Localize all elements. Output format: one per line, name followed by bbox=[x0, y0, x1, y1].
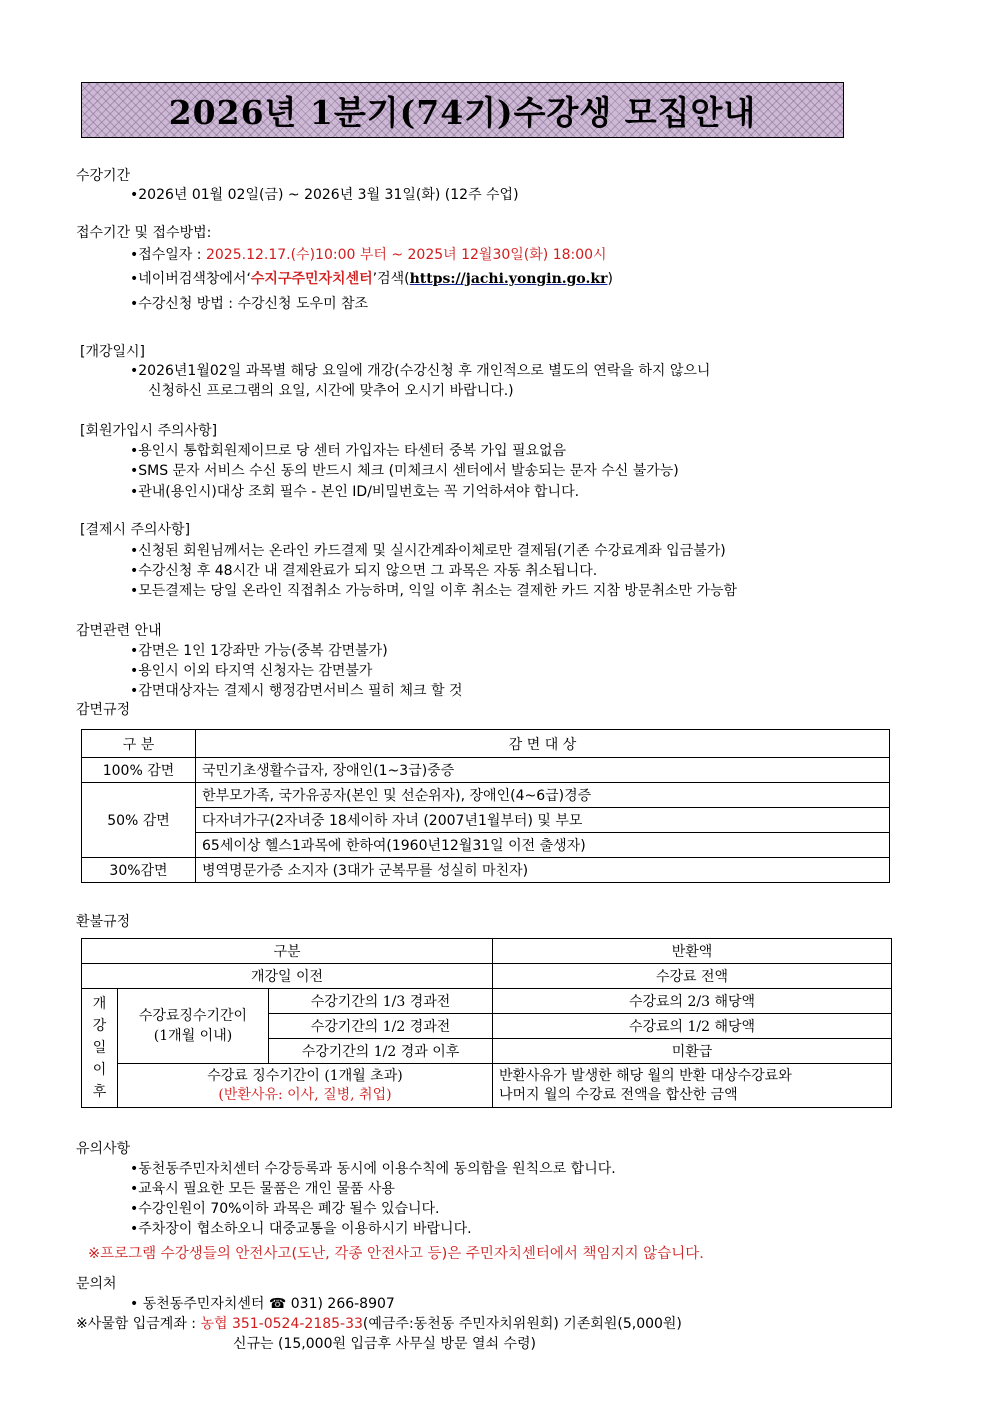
discount-header-targets: 감 면 대 상 bbox=[196, 730, 890, 758]
refund-within-label bbox=[118, 989, 269, 1064]
over-label: 수강료 징수기간이 (1개월 초과) bbox=[207, 1067, 403, 1084]
phone-number: 031) 266-8907 bbox=[286, 1296, 395, 1312]
refund-amount: 미환급 bbox=[493, 1039, 892, 1064]
membership-heading: [회원가입시 주의사항] bbox=[80, 423, 218, 439]
locker-details: (예금주:동천동 주민자치위원회) 기존회원(5,000원) bbox=[362, 1316, 682, 1332]
center-name: • 동천동주민자치센터 bbox=[130, 1296, 269, 1312]
discount-info-item: •감면대상자는 결제시 행정감면서비스 필히 체크 할 것 bbox=[130, 683, 463, 699]
refund-header-amount: 반환액 bbox=[493, 939, 892, 964]
search-suffix: ’검색( bbox=[372, 271, 410, 287]
over-amount-line: 반환사유가 발생한 해당 월의 반환 대상수강료와 bbox=[499, 1067, 792, 1084]
membership-item: •SMS 문자 서비스 수신 동의 반드시 체크 (미체크시 센터에서 발송되는 문자 수신 불가능) bbox=[130, 463, 679, 479]
discount-category: 30%감면 bbox=[82, 858, 196, 883]
refund-header-category: 구분 bbox=[82, 939, 493, 964]
membership-item: •용인시 통합회원제이므로 당 센터 가입자는 타센터 중복 가입 필요없음 bbox=[130, 443, 567, 459]
locker-new: 신규는 (15,000원 입금후 사무실 방문 열쇠 수령) bbox=[233, 1336, 536, 1352]
refund-amount: 수강료의 1/2 해당액 bbox=[493, 1014, 892, 1039]
notes-heading: 유의사항 bbox=[76, 1141, 131, 1157]
discount-category: 50% 감면 bbox=[82, 783, 196, 858]
refund-over-label bbox=[118, 1064, 493, 1108]
discount-info-heading: 감면관련 안내 bbox=[76, 623, 162, 639]
refund-over-amount bbox=[493, 1064, 892, 1108]
discount-header-category: 구 분 bbox=[82, 730, 196, 758]
discount-category: 100% 감면 bbox=[82, 758, 196, 783]
locker-account bbox=[76, 1313, 682, 1333]
discount-target: 다자녀가구(2자녀중 18세이하 자녀 (2007년1월부터) 및 부모 bbox=[196, 808, 890, 833]
discount-target: 국민기초생활수급자, 장애인(1~3급)중증 bbox=[196, 758, 890, 783]
refund-condition: 수강기간의 1/2 경과전 bbox=[269, 1014, 493, 1039]
opening-line-1: •2026년1월02일 과목별 해당 요일에 개강(수강신청 후 개인적으로 별도의 연락을 하지 않으니 bbox=[130, 363, 711, 379]
opening-heading: [개강일시] bbox=[80, 344, 146, 360]
registration-search bbox=[130, 268, 613, 288]
url-close: ) bbox=[607, 271, 613, 287]
registration-date-value: 2025.12.17.(수)10:00 부터 ~ 2025녀 12월30일(화) 18:00시 bbox=[205, 247, 607, 263]
refund-amount: 수강료의 2/3 해당액 bbox=[493, 989, 892, 1014]
contact-center bbox=[130, 1293, 395, 1313]
period-heading: 수강기간 bbox=[76, 168, 131, 184]
locker-label: ※사물함 입금계좌 : bbox=[76, 1316, 201, 1332]
membership-item: •관내(용인시)대상 조회 필수 - 본인 ID/비밀번호는 꼭 기억하셔야 합니다. bbox=[130, 484, 580, 500]
discount-table-heading: 감면규정 bbox=[76, 702, 131, 718]
within-label-line: 수강료징수기간이 bbox=[138, 1008, 248, 1024]
discount-target: 한부모가족, 국가유공자(본인 및 선순위자), 장애인(4~6급)경증 bbox=[196, 783, 890, 808]
safety-warning: ※프로그램 수강생들의 안전사고(도난, 각종 안전사고 등)은 주민자치센터에서 책임지지 않습니다. bbox=[88, 1246, 704, 1262]
over-amount-line: 나머지 월의 수강료 전액을 합산한 금액 bbox=[499, 1086, 738, 1103]
registration-date-label: •접수일자 : bbox=[130, 247, 206, 263]
note-item: •동천동주민자치센터 수강등록과 동시에 이용수칙에 동의함을 원칙으로 합니다. bbox=[130, 1161, 616, 1177]
discount-info-item: •감면은 1인 1강좌만 가능(중복 감면불가) bbox=[130, 643, 388, 659]
contact-heading: 문의처 bbox=[76, 1276, 117, 1292]
refund-condition: 수강기간의 1/3 경과전 bbox=[269, 989, 493, 1014]
after-char: 개 bbox=[92, 996, 107, 1012]
discount-target: 병역명문가증 소지자 (3대가 군복무를 성실히 마친자) bbox=[196, 858, 890, 883]
phone-icon: ☎ bbox=[268, 1296, 287, 1312]
over-reason: (반환사유: 이사, 질병, 취업) bbox=[218, 1086, 392, 1103]
account-number: 농협 351-0524-2185-33 bbox=[200, 1316, 363, 1332]
after-char: 후 bbox=[92, 1084, 107, 1100]
note-item: •주차장이 협소하오니 대중교통을 이용하시기 바랍니다. bbox=[130, 1221, 472, 1237]
refund-table bbox=[81, 938, 892, 1108]
search-prefix: •네이버검색창에서‘ bbox=[130, 271, 251, 287]
opening-line-2: 신청하신 프로그램의 요일, 시간에 맞추어 오시기 바랍니다.) bbox=[148, 383, 514, 399]
refund-table-heading: 환불규정 bbox=[76, 914, 131, 930]
title-banner bbox=[81, 82, 844, 138]
registration-heading: 접수기간 및 접수방법: bbox=[76, 225, 212, 241]
within-label-line: (1개월 이내) bbox=[153, 1028, 233, 1044]
note-item: •교육시 필요한 모든 물품은 개인 물품 사용 bbox=[130, 1181, 395, 1197]
search-term: 수지구주민자치센터 bbox=[250, 271, 373, 287]
payment-heading: [결제시 주의사항] bbox=[80, 522, 191, 538]
discount-target: 65세이상 헬스1과목에 한하여(1960년12월31일 이전 출생자) bbox=[196, 833, 890, 858]
discount-table bbox=[81, 729, 890, 883]
after-char: 강 bbox=[92, 1018, 107, 1034]
refund-condition: 수강기간의 1/2 경과 이후 bbox=[269, 1039, 493, 1064]
note-item: •수강인원이 70%이하 과목은 폐강 될수 있습니다. bbox=[130, 1201, 440, 1217]
refund-before-label: 개강일 이전 bbox=[82, 964, 493, 989]
payment-item: •모든결제는 당일 온라인 직접취소 가능하며, 익일 이후 취소는 결제한 카드 지참 방문취소만 가능함 bbox=[130, 583, 738, 599]
payment-item: •수강신청 후 48시간 내 결제완료가 되지 않으면 그 과목은 자동 취소됩니다. bbox=[130, 563, 598, 579]
discount-info-item: •용인시 이외 타지역 신청자는 감면불가 bbox=[130, 663, 373, 679]
after-char: 이 bbox=[92, 1062, 107, 1078]
period-item: •2026년 01월 02일(금) ~ 2026년 3월 31일(화) (12주 수업) bbox=[130, 187, 519, 203]
registration-method: •수강신청 방법 : 수강신청 도우미 참조 bbox=[130, 296, 369, 312]
payment-item: •신청된 회원님께서는 온라인 카드결제 및 실시간계좌이체로만 결제됨(기존 수강료계좌 입금불가) bbox=[130, 543, 726, 559]
website-link[interactable]: https://jachi.yongin.go.kr bbox=[409, 271, 608, 287]
registration-date bbox=[130, 244, 607, 264]
after-char: 일 bbox=[92, 1040, 107, 1056]
page-title: 2026년 1분기(74기)수강생 모집안내 bbox=[168, 92, 757, 132]
refund-after-label bbox=[82, 989, 118, 1108]
refund-before-amount: 수강료 전액 bbox=[493, 964, 892, 989]
